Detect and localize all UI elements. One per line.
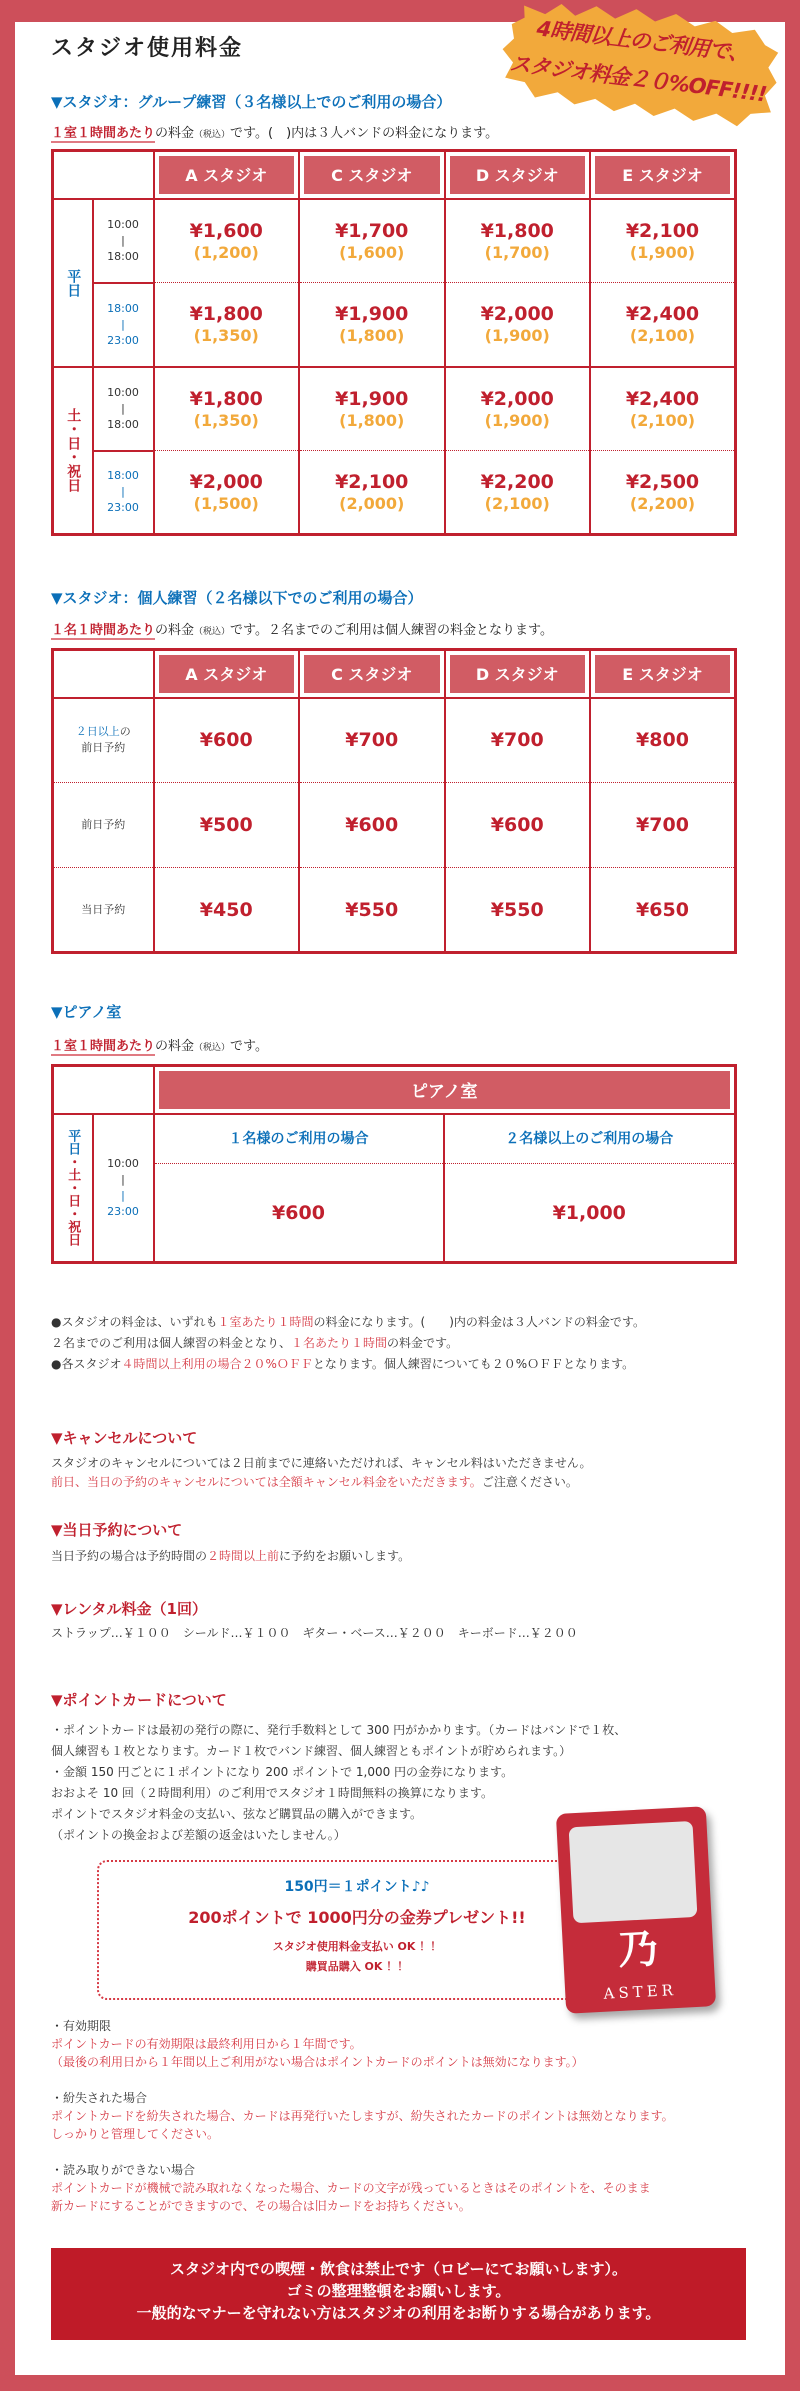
price-trio: (1,200) bbox=[193, 242, 259, 262]
price-trio: (1,900) bbox=[484, 410, 550, 430]
price-value: ¥1,800 bbox=[480, 219, 554, 242]
price-cell: ¥700 bbox=[445, 698, 591, 783]
time-from: 10:00 bbox=[107, 385, 139, 399]
point-card-image bbox=[556, 1806, 716, 2014]
piano-time-from: 10:00 bbox=[107, 1156, 139, 1170]
cancel-line-2-red: 前日、当日の予約のキャンセルについては全額キャンセル料金をいただきます。 bbox=[51, 1475, 482, 1489]
studio-header: D スタジオ bbox=[445, 650, 591, 698]
page-title: スタジオ使用料金 bbox=[51, 36, 244, 61]
piano-corner-cell bbox=[53, 1066, 154, 1114]
corner-cell bbox=[53, 650, 154, 698]
label-type: 前日予約 bbox=[81, 741, 126, 755]
personal-price-table bbox=[51, 648, 737, 954]
rule-line: ゴミの整理整頓をお願いします。 bbox=[286, 2282, 511, 2300]
price-cell: ¥600 bbox=[299, 783, 445, 868]
price-cell: ¥700 bbox=[299, 698, 445, 783]
price-value: ¥1,900 bbox=[335, 387, 409, 410]
price-cell bbox=[445, 367, 591, 451]
cancel-heading: ▼キャンセルについて bbox=[51, 1429, 198, 1447]
price-cell bbox=[445, 199, 591, 283]
piano-price-table bbox=[51, 1064, 737, 1264]
price-trio: (1,800) bbox=[339, 410, 405, 430]
price-row bbox=[53, 367, 736, 451]
price-value: ¥2,100 bbox=[335, 471, 409, 493]
day-label bbox=[53, 367, 93, 535]
group-heading: ▼スタジオ：グループ練習（３名様以上でのご利用の場合） bbox=[51, 93, 452, 111]
price-cell: ¥550 bbox=[445, 868, 591, 953]
studio-header: D スタジオ bbox=[445, 151, 591, 199]
day-label bbox=[53, 199, 93, 367]
label-days: ２日以上 bbox=[75, 725, 120, 739]
price-row bbox=[53, 783, 736, 868]
piano-sub-a: の料金 bbox=[155, 1039, 195, 1054]
studio-header: A スタジオ bbox=[154, 650, 300, 698]
price-row bbox=[53, 283, 736, 367]
expiry-line: （最後の利用日から１年間以上ご利用がない場合はポイントカードのポイントは無効になります。） bbox=[51, 2055, 584, 2069]
price-cell bbox=[154, 367, 300, 451]
time-range bbox=[93, 199, 154, 283]
price-row bbox=[53, 451, 736, 535]
rule-line: スタジオ内での喫煙・飲食は禁止です（ロビーにてお願いします）。 bbox=[170, 2260, 627, 2278]
time-to: 18:00 bbox=[107, 249, 139, 263]
price-cell: ¥600 bbox=[445, 783, 591, 868]
time-sep: | bbox=[121, 233, 125, 247]
lost-line: ポイントカードを紛失された場合、カードは再発行いたしますが、紛失されたカードのポイントは無効となります。 bbox=[51, 2109, 674, 2123]
price-value: ¥1,600 bbox=[189, 219, 263, 242]
point-line: ポイントでスタジオ料金の支払い、弦など購買品の購入ができます。 bbox=[51, 1807, 423, 1821]
personal-heading: ▼スタジオ：個人練習（２名様以下でのご利用の場合） bbox=[51, 589, 423, 607]
label-type: 当日予約 bbox=[81, 902, 126, 916]
point-line: ・金額 150 円ごとに１ポイントになり 200 ポイントで 1,000 円の金券になります。 bbox=[51, 1765, 514, 1779]
price-trio: (2,100) bbox=[484, 494, 550, 513]
time-to: 18:00 bbox=[107, 417, 139, 431]
note-text: ●スタジオの料金は、いずれも bbox=[51, 1315, 218, 1329]
time-from: 18:00 bbox=[107, 469, 139, 483]
group-sub-unit: １室１時間あたり bbox=[51, 126, 156, 141]
price-cell bbox=[445, 451, 591, 535]
point-line: おおよそ 10 回（２時間利用）のご利用でスタジオ１時間無料の換算になります。 bbox=[51, 1786, 493, 1800]
piano-time-sep2: | bbox=[121, 1188, 125, 1202]
booking-type-label bbox=[53, 783, 154, 868]
note-text: の料金になります。( )内の料金は３人バンドの料金です。 bbox=[313, 1315, 645, 1329]
price-value: ¥2,400 bbox=[625, 387, 700, 410]
group-subtitle bbox=[51, 124, 498, 145]
price-cell bbox=[299, 367, 445, 451]
card-logo-mark-icon: 乃 bbox=[616, 1924, 660, 1974]
price-trio: (1,900) bbox=[484, 326, 550, 346]
sameday-text-b: に予約をお願いします。 bbox=[279, 1549, 411, 1563]
piano-subtitle bbox=[51, 1037, 268, 1058]
time-range bbox=[93, 367, 154, 451]
price-trio: (1,900) bbox=[629, 242, 696, 262]
price-trio: (2,000) bbox=[339, 494, 405, 513]
piano-price-single: ¥600 bbox=[154, 1164, 444, 1263]
piano-time-to: 23:00 bbox=[107, 1204, 139, 1218]
piano-sub-unit: １室１時間あたり bbox=[51, 1039, 156, 1054]
price-cell bbox=[590, 451, 736, 535]
point-rules bbox=[51, 2017, 771, 2215]
time-from: 18:00 bbox=[107, 301, 139, 315]
header-row bbox=[53, 151, 736, 199]
price-row bbox=[53, 199, 736, 283]
price-cell: ¥450 bbox=[154, 868, 300, 953]
piano-day-label bbox=[53, 1114, 93, 1263]
note-highlight: １室あたり１時間 bbox=[217, 1315, 314, 1329]
time-sep: | bbox=[121, 317, 125, 331]
cancel-line-1: スタジオのキャンセルについては２日前までに連絡いただければ、キャンセル料はいただきません。 bbox=[51, 1456, 592, 1470]
piano-sub-tax: （税込） bbox=[194, 1043, 231, 1053]
price-value: ¥1,800 bbox=[189, 303, 263, 326]
rule-line: 一般的なマナーを守れない方はスタジオの利用をお断りする場合があります。 bbox=[136, 2304, 661, 2322]
card-window bbox=[569, 1821, 698, 1923]
price-value: ¥1,700 bbox=[335, 219, 409, 242]
time-range bbox=[93, 451, 154, 535]
corner-cell bbox=[53, 151, 154, 199]
point-line: （ポイントの換金および差額の返金はいたしません。） bbox=[51, 1828, 346, 1842]
price-row bbox=[53, 868, 736, 953]
time-range bbox=[93, 283, 154, 367]
header-row bbox=[53, 650, 736, 698]
time-to: 23:00 bbox=[107, 333, 139, 347]
sameday-text-a: 当日予約の場合は予約時間の bbox=[51, 1549, 208, 1563]
studio-header: A スタジオ bbox=[154, 151, 300, 199]
price-value: ¥2,100 bbox=[625, 219, 700, 242]
rental-heading: ▼レンタル料金（1回） bbox=[51, 1600, 207, 1618]
piano-time-sep: | bbox=[121, 1172, 125, 1186]
piano-heading: ▼ピアノ室 bbox=[51, 1003, 122, 1021]
note-highlight: １名あたり１時間 bbox=[291, 1336, 388, 1350]
badge-line-2: スタジオ料金２０%OFF!!!! bbox=[508, 51, 768, 107]
studio-header: C スタジオ bbox=[299, 650, 445, 698]
piano-day-weekday: 平日 bbox=[65, 1129, 81, 1156]
time-from: 10:00 bbox=[107, 217, 139, 231]
point-line: 個人練習も１枚となります。カード１枚でバンド練習、個人練習ともポイントが貯められます。） bbox=[51, 1744, 572, 1758]
price-cell: ¥650 bbox=[590, 868, 736, 953]
sameday-highlight: ２時間以上前 bbox=[207, 1549, 280, 1563]
lost-line: しっかりと管理してください。 bbox=[51, 2127, 220, 2141]
price-cell bbox=[299, 283, 445, 367]
personal-subtitle bbox=[51, 621, 553, 642]
piano-day-dot: ・ bbox=[65, 1155, 81, 1169]
note-line bbox=[51, 1354, 771, 1375]
price-cell bbox=[590, 367, 736, 451]
booking-type-label bbox=[53, 868, 154, 953]
promo-gift: 200ポイントで 1000円分の金券プレゼント!! bbox=[188, 1908, 526, 1927]
lost-title: ・紛失された場合 bbox=[51, 2091, 148, 2105]
notes bbox=[51, 1312, 771, 1375]
label-no: の bbox=[119, 725, 131, 739]
personal-sub-a: の料金 bbox=[155, 623, 195, 638]
price-trio: (1,600) bbox=[339, 242, 405, 262]
badge-line-1: 4時間以上のご利用で、 bbox=[535, 16, 750, 67]
time-sep: | bbox=[121, 401, 125, 415]
price-trio: (1,800) bbox=[339, 326, 405, 346]
group-sub-tax: （税込） bbox=[194, 130, 231, 140]
day-label-text: 土・日・祝日 bbox=[65, 408, 82, 493]
price-trio: (1,350) bbox=[193, 326, 259, 346]
promo-pay-ok: スタジオ使用料金支払い OK ！！ bbox=[272, 1940, 442, 1953]
personal-sub-tax: （税込） bbox=[194, 627, 231, 637]
note-text: ２名までのご利用は個人練習の料金となり、 bbox=[51, 1336, 292, 1350]
price-value: ¥2,400 bbox=[625, 303, 700, 326]
price-cell bbox=[154, 199, 300, 283]
price-cell bbox=[445, 283, 591, 367]
price-value: ¥2,000 bbox=[189, 471, 263, 493]
note-line bbox=[51, 1312, 771, 1333]
note-text: ●各スタジオ bbox=[51, 1357, 122, 1371]
point-promo-box bbox=[97, 1860, 617, 2000]
price-cell bbox=[590, 283, 736, 367]
rules-banner bbox=[51, 2248, 746, 2340]
price-trio: (2,100) bbox=[629, 410, 696, 430]
price-value: ¥2,000 bbox=[480, 387, 554, 410]
cancel-line-2: ご注意ください。 bbox=[481, 1475, 578, 1489]
note-text: となります。個人練習についても２０%ＯＦＦとなります。 bbox=[312, 1357, 635, 1371]
price-trio: (2,200) bbox=[629, 494, 696, 513]
group-sub-a: の料金 bbox=[155, 126, 195, 141]
price-value: ¥2,000 bbox=[480, 303, 554, 326]
price-cell bbox=[154, 451, 300, 535]
promo-purchase-ok: 購買品購入 OK ！！ bbox=[305, 1960, 409, 1973]
point-line: ・ポイントカードは最初の発行の際に、発行手数料として 300 円がかかります。（カードはバンドで１枚、 bbox=[51, 1723, 627, 1737]
price-cell: ¥500 bbox=[154, 783, 300, 868]
expiry-line: ポイントカードの有効期限は最終利用日から１年間です。 bbox=[51, 2037, 362, 2051]
unread-line: ポイントカードが機械で読み取れなくなった場合、カードの文字が残っているときはそのポイントを、そのまま bbox=[51, 2181, 651, 2195]
price-cell bbox=[590, 199, 736, 283]
price-cell bbox=[299, 451, 445, 535]
point-heading: ▼ポイントカードについて bbox=[51, 1691, 227, 1709]
unread-title: ・読み取りができない場合 bbox=[51, 2163, 196, 2177]
note-line bbox=[51, 1333, 771, 1354]
price-cell: ¥700 bbox=[590, 783, 736, 868]
label-type: 前日予約 bbox=[81, 818, 126, 831]
label-line bbox=[54, 724, 153, 740]
price-value: ¥1,800 bbox=[189, 387, 263, 410]
expiry-title: ・有効期限 bbox=[51, 2019, 112, 2033]
price-trio: (2,100) bbox=[629, 326, 696, 346]
promo-rate: 150円＝１ポイント♪♪ bbox=[284, 1879, 430, 1895]
price-cell bbox=[154, 283, 300, 367]
group-price-table bbox=[51, 149, 737, 536]
price-cell bbox=[299, 199, 445, 283]
price-trio: (1,350) bbox=[193, 410, 259, 430]
piano-col-single: １名様のご利用の場合 bbox=[154, 1114, 444, 1164]
price-row bbox=[53, 698, 736, 783]
price-value: ¥1,900 bbox=[335, 303, 409, 326]
price-cell: ¥800 bbox=[590, 698, 736, 783]
piano-col-multi: ２名様以上のご利用の場合 bbox=[444, 1114, 736, 1164]
price-value: ¥2,500 bbox=[625, 471, 700, 493]
time-to: 23:00 bbox=[107, 501, 139, 515]
piano-header: ピアノ室 bbox=[154, 1066, 736, 1114]
studio-header: C スタジオ bbox=[299, 151, 445, 199]
sameday-heading: ▼当日予約について bbox=[51, 1521, 183, 1539]
booking-type-label bbox=[53, 698, 154, 783]
rental-text: ストラップ…￥１００ シールド…￥１００ ギター・ベース…￥２００ キーボード…￥２００ bbox=[51, 1626, 578, 1640]
group-sub-b: です。( )内は３人バンドの料金になります。 bbox=[230, 126, 499, 141]
piano-day-weekend: 土・日・祝日 bbox=[65, 1168, 81, 1247]
note-highlight: ４時間以上利用の場合２０%ＯＦＦ bbox=[121, 1357, 313, 1371]
personal-sub-unit: １名１時間あたり bbox=[51, 623, 156, 638]
studio-header: E スタジオ bbox=[590, 650, 736, 698]
card-logo-text: ASTER bbox=[603, 1980, 678, 2003]
cancel-text bbox=[51, 1454, 771, 1492]
price-trio: (1,500) bbox=[193, 494, 259, 513]
time-sep: | bbox=[121, 485, 125, 499]
price-cell: ¥550 bbox=[299, 868, 445, 953]
unread-line: 新カードにすることができますので、その場合は旧カードをお持ちください。 bbox=[51, 2199, 471, 2213]
price-cell: ¥600 bbox=[154, 698, 300, 783]
studio-header: E スタジオ bbox=[590, 151, 736, 199]
piano-time bbox=[93, 1114, 154, 1263]
note-text: の料金です。 bbox=[387, 1336, 459, 1350]
piano-price-multi: ¥1,000 bbox=[444, 1164, 736, 1263]
price-value: ¥2,200 bbox=[480, 471, 554, 493]
price-trio: (1,700) bbox=[484, 242, 550, 262]
personal-sub-b: です。２名までのご利用は個人練習の料金となります。 bbox=[230, 623, 553, 638]
day-label-text: 平日 bbox=[65, 268, 82, 297]
piano-sub-b: です。 bbox=[230, 1039, 269, 1054]
sameday-text bbox=[51, 1546, 771, 1567]
